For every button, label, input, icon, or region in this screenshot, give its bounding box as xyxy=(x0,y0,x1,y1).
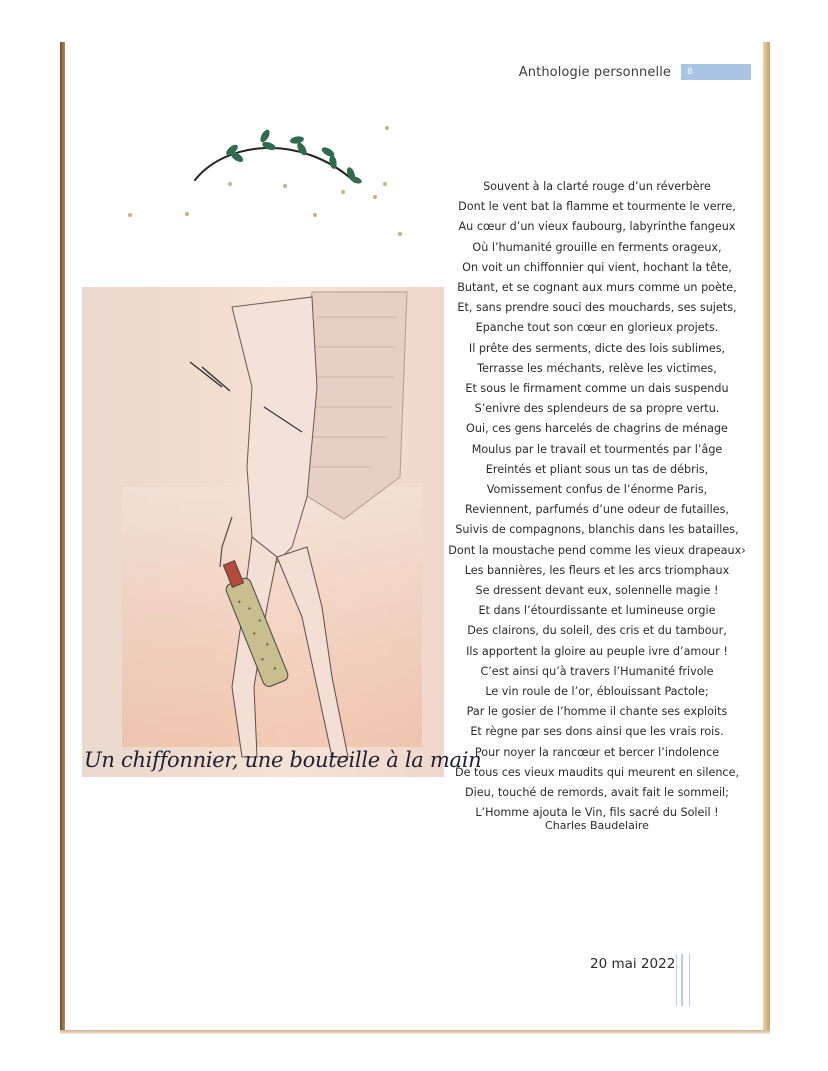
poem-line: Terrasse les méchants, relève les victimes, xyxy=(477,361,717,375)
poem-line: Et sous le firmament comme un dais suspendu xyxy=(465,382,729,396)
poem-text xyxy=(437,177,757,824)
poem-line: Suivis de compagnons, blanchis dans les batailles, xyxy=(455,523,739,537)
poem-line: Moulus par le travail et tourmentés par l’âge xyxy=(471,442,723,456)
illustration-caption: Un chiffonnier, une bouteille à la main xyxy=(84,748,482,772)
poem-line: Les bannières, les fleurs et les arcs triomphaux xyxy=(464,563,730,577)
poem-line: Epanche tout son cœur en glorieux projets. xyxy=(475,321,719,335)
date-decoration xyxy=(676,954,690,1006)
poem-line: Et règne par ses dons ainsi que les vrais rois. xyxy=(470,725,724,739)
poem-line: Oui, ces gens harcelés de chagrins de ménage xyxy=(466,422,728,436)
poem-line: S’enivre des splendeurs de sa propre vertu. xyxy=(474,402,720,416)
poem-line: Par le gosier de l’homme il chante ses exploits xyxy=(466,705,728,719)
poem-line: C’est ainsi qu’à travers l’Humanité frivole xyxy=(480,664,714,678)
poem-line: Se dressent devant eux, solennelle magie ! xyxy=(475,584,719,598)
poem-line: Dont le vent bat la flamme et tourmente le verre, xyxy=(458,200,736,214)
poem-line: Butant, et se cognant aux murs comme un poète, xyxy=(457,281,737,295)
poem-line: Dont la moustache pend comme les vieux drapeaux› xyxy=(448,543,746,557)
page-sheet xyxy=(65,42,763,1032)
table-edge-bottom xyxy=(60,1030,770,1034)
poem-line: Souvent à la clarté rouge d’un réverbère xyxy=(483,180,711,193)
poem-line: Au cœur d’un vieux faubourg, labyrinthe fangeux xyxy=(458,220,736,234)
poem-line: On voit un chiffonnier qui vient, hochant la tête, xyxy=(462,260,732,274)
poem-line: Vomissement confus de l’énorme Paris, xyxy=(486,483,708,497)
poem-line: Des clairons, du soleil, des cris et du tambour, xyxy=(467,624,727,638)
anthology-title: Anthologie personnelle xyxy=(518,64,671,80)
poem-line: Ils apportent la gloire au peuple ivre d’amour ! xyxy=(466,644,728,658)
page-number-tab: 8 xyxy=(681,64,751,80)
poem-line: Pour noyer la rancœur et bercer l’indolence xyxy=(474,745,720,759)
poem-line: Le vin roule de l’or, éblouissant Pactole; xyxy=(485,685,709,699)
poem-line: Et dans l’étourdissante et lumineuse orgie xyxy=(478,604,716,618)
poem-line: L’Homme ajouta le Vin, fils sacré du Soleil ! xyxy=(475,806,719,820)
poem-author: Charles Baudelaire xyxy=(545,819,649,832)
page-date: 20 mai 2022 xyxy=(590,956,676,972)
poem-line: Où l’humanité grouille en ferments orageux, xyxy=(472,240,722,254)
poem-line: Dieu, touché de remords, avait fait le sommeil; xyxy=(465,786,729,800)
poem-line: Ereintés et pliant sous un tas de débris, xyxy=(485,462,709,476)
poem-line: Il prête des serments, dicte des lois sublimes, xyxy=(468,341,726,355)
page-header xyxy=(519,64,751,80)
poem-line: Reviennent, parfumés d’une odeur de futailles, xyxy=(465,503,729,517)
table-edge-right xyxy=(763,42,770,1032)
poem-line: Et, sans prendre souci des mouchards, ses sujets, xyxy=(457,301,737,315)
laurel-branch-icon xyxy=(125,122,425,242)
ragpicker-illustration xyxy=(82,287,482,777)
poem-line: De tous ces vieux maudits qui meurent en silence, xyxy=(454,765,740,779)
